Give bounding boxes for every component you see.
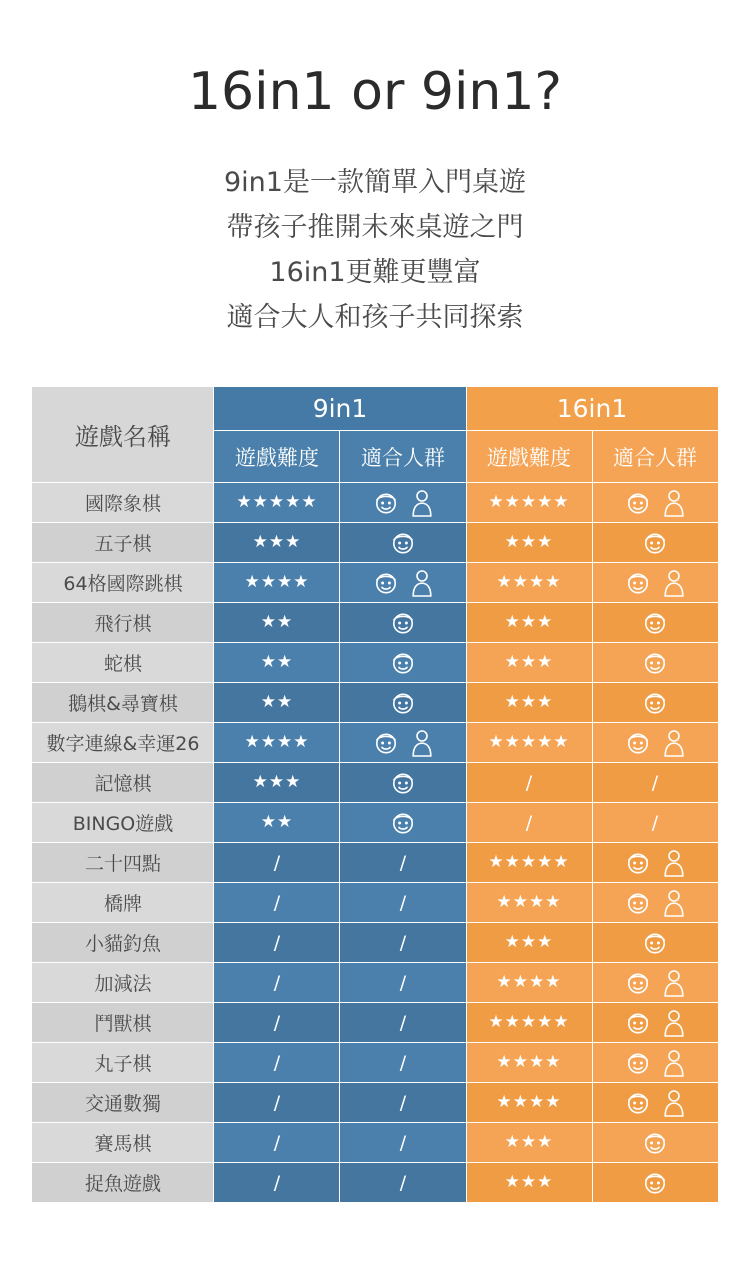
child-face-icon	[373, 490, 399, 516]
table-header	[32, 387, 718, 483]
cell-game-name: 數字連線&幸運26	[32, 723, 214, 763]
cell-game-name: 橋牌	[32, 883, 214, 923]
adult-person-icon	[411, 729, 433, 757]
cell-game-name: 蛇棋	[32, 643, 214, 683]
cell-audience	[340, 643, 466, 683]
subtitle-line-4: 適合大人和孩子共同探索	[226, 302, 524, 333]
cell-audience: /	[340, 1123, 466, 1163]
cell-audience	[592, 843, 718, 883]
cell-game-name: 丸子棋	[32, 1043, 214, 1083]
cell-difficulty: ★★★★	[466, 883, 592, 923]
cell-audience	[340, 563, 466, 603]
cell-difficulty: ★★	[214, 683, 340, 723]
cell-audience	[340, 483, 466, 523]
cell-game-name: 小貓釣魚	[32, 923, 214, 963]
subtitle-line-3: 16in1更難更豐富	[269, 257, 481, 288]
cell-game-name: BINGO遊戲	[32, 803, 214, 843]
child-face-icon	[642, 1170, 668, 1196]
child-face-icon	[625, 970, 651, 996]
cell-difficulty: /	[214, 963, 340, 1003]
cell-difficulty: ★★★★	[214, 723, 340, 763]
child-face-icon	[625, 1050, 651, 1076]
cell-difficulty: ★★★	[466, 1163, 592, 1203]
cell-difficulty: ★★★★★	[214, 483, 340, 523]
cell-audience	[340, 523, 466, 563]
child-face-icon	[642, 690, 668, 716]
table-row	[32, 1003, 718, 1043]
cell-difficulty: /	[214, 843, 340, 883]
table-body	[32, 483, 718, 1203]
table-row	[32, 683, 718, 723]
cell-audience: /	[340, 1003, 466, 1043]
cell-game-name: 鵝棋&尋寶棋	[32, 683, 214, 723]
child-face-icon	[390, 690, 416, 716]
subtitle-line-1: 9in1是一款簡單入門桌遊	[224, 167, 526, 198]
cell-difficulty: /	[214, 1003, 340, 1043]
cell-audience	[592, 1163, 718, 1203]
child-face-icon	[373, 730, 399, 756]
comparison-table	[31, 386, 718, 1203]
table-row	[32, 643, 718, 683]
child-face-icon	[625, 490, 651, 516]
cell-difficulty: ★★★★★	[466, 843, 592, 883]
header-group-16in1: 16in1	[466, 387, 718, 431]
cell-difficulty: ★★★	[214, 763, 340, 803]
cell-game-name: 國際象棋	[32, 483, 214, 523]
cell-difficulty: ★★★★	[466, 1083, 592, 1123]
adult-person-icon	[663, 569, 685, 597]
cell-difficulty: ★★★★★	[466, 1003, 592, 1043]
table-row	[32, 1123, 718, 1163]
child-face-icon	[625, 570, 651, 596]
cell-difficulty: ★★★	[466, 523, 592, 563]
table-row	[32, 923, 718, 963]
header-9in1-audience: 適合人群	[340, 431, 466, 483]
cell-difficulty: ★★★★	[214, 563, 340, 603]
cell-difficulty: /	[214, 923, 340, 963]
child-face-icon	[625, 890, 651, 916]
table-row	[32, 803, 718, 843]
cell-difficulty: ★★	[214, 803, 340, 843]
cell-audience	[592, 603, 718, 643]
cell-audience	[592, 683, 718, 723]
cell-game-name: 64格國際跳棋	[32, 563, 214, 603]
cell-difficulty: /	[214, 883, 340, 923]
adult-person-icon	[663, 729, 685, 757]
cell-game-name: 記憶棋	[32, 763, 214, 803]
adult-person-icon	[663, 969, 685, 997]
cell-audience	[592, 723, 718, 763]
child-face-icon	[625, 730, 651, 756]
cell-difficulty: ★★★	[466, 643, 592, 683]
cell-game-name: 五子棋	[32, 523, 214, 563]
cell-audience: /	[340, 883, 466, 923]
child-face-icon	[642, 610, 668, 636]
table-row	[32, 523, 718, 563]
adult-person-icon	[411, 569, 433, 597]
cell-audience	[340, 763, 466, 803]
cell-audience: /	[340, 963, 466, 1003]
header-9in1-difficulty: 遊戲難度	[214, 431, 340, 483]
cell-difficulty: ★★★	[214, 523, 340, 563]
child-face-icon	[642, 530, 668, 556]
cell-game-name: 二十四點	[32, 843, 214, 883]
cell-audience	[592, 1043, 718, 1083]
cell-audience: /	[340, 1163, 466, 1203]
cell-audience	[592, 1003, 718, 1043]
table-row	[32, 483, 718, 523]
adult-person-icon	[411, 489, 433, 517]
child-face-icon	[625, 1090, 651, 1116]
cell-audience	[340, 803, 466, 843]
child-face-icon	[642, 650, 668, 676]
page-title: 16in1 or 9in1?	[187, 62, 563, 122]
cell-audience	[592, 483, 718, 523]
cell-difficulty: ★★★★	[466, 963, 592, 1003]
child-face-icon	[390, 810, 416, 836]
subtitle-line-2: 帶孩子推開未來桌遊之門	[226, 212, 524, 243]
adult-person-icon	[663, 849, 685, 877]
child-face-icon	[373, 570, 399, 596]
cell-audience	[340, 723, 466, 763]
cell-difficulty: /	[214, 1163, 340, 1203]
cell-audience	[340, 603, 466, 643]
table-row	[32, 603, 718, 643]
cell-game-name: 捉魚遊戲	[32, 1163, 214, 1203]
table-row	[32, 1083, 718, 1123]
header-group-9in1: 9in1	[214, 387, 466, 431]
table-row	[32, 563, 718, 603]
table-row	[32, 763, 718, 803]
cell-difficulty: ★★	[214, 643, 340, 683]
child-face-icon	[390, 650, 416, 676]
adult-person-icon	[663, 1089, 685, 1117]
cell-audience	[592, 883, 718, 923]
cell-game-name: 鬥獸棋	[32, 1003, 214, 1043]
child-face-icon	[390, 610, 416, 636]
adult-person-icon	[663, 489, 685, 517]
cell-difficulty: ★★★★★	[466, 723, 592, 763]
cell-audience: /	[592, 803, 718, 843]
cell-audience	[592, 1123, 718, 1163]
cell-difficulty: ★★★★	[466, 1043, 592, 1083]
table-row	[32, 963, 718, 1003]
cell-audience	[592, 1083, 718, 1123]
cell-difficulty: ★★★★★	[466, 483, 592, 523]
adult-person-icon	[663, 889, 685, 917]
header-16in1-difficulty: 遊戲難度	[466, 431, 592, 483]
cell-difficulty: /	[214, 1123, 340, 1163]
cell-audience: /	[340, 923, 466, 963]
adult-person-icon	[663, 1049, 685, 1077]
table-row	[32, 843, 718, 883]
cell-difficulty: ★★	[214, 603, 340, 643]
cell-audience	[340, 683, 466, 723]
cell-game-name: 飛行棋	[32, 603, 214, 643]
header-16in1-audience: 適合人群	[592, 431, 718, 483]
cell-difficulty: ★★★	[466, 1123, 592, 1163]
cell-difficulty: ★★★★	[466, 563, 592, 603]
cell-difficulty: ★★★	[466, 923, 592, 963]
table-row	[32, 723, 718, 763]
table-row	[32, 1043, 718, 1083]
cell-audience: /	[340, 843, 466, 883]
table-row	[32, 883, 718, 923]
child-face-icon	[625, 1010, 651, 1036]
cell-difficulty: /	[466, 763, 592, 803]
cell-audience	[592, 923, 718, 963]
cell-audience: /	[340, 1083, 466, 1123]
cell-audience	[592, 523, 718, 563]
subtitle-block	[0, 160, 750, 340]
cell-game-name: 賽馬棋	[32, 1123, 214, 1163]
child-face-icon	[390, 770, 416, 796]
cell-audience: /	[592, 763, 718, 803]
cell-game-name: 加減法	[32, 963, 214, 1003]
cell-audience: /	[340, 1043, 466, 1083]
header-game-name: 遊戲名稱	[32, 387, 214, 483]
cell-difficulty: /	[466, 803, 592, 843]
cell-audience	[592, 563, 718, 603]
cell-difficulty: ★★★	[466, 683, 592, 723]
cell-audience	[592, 963, 718, 1003]
child-face-icon	[642, 1130, 668, 1156]
adult-person-icon	[663, 1009, 685, 1037]
cell-audience	[592, 643, 718, 683]
child-face-icon	[625, 850, 651, 876]
cell-difficulty: /	[214, 1083, 340, 1123]
cell-game-name: 交通數獨	[32, 1083, 214, 1123]
table-row	[32, 1163, 718, 1203]
child-face-icon	[390, 530, 416, 556]
cell-difficulty: ★★★	[466, 603, 592, 643]
cell-difficulty: /	[214, 1043, 340, 1083]
child-face-icon	[642, 930, 668, 956]
